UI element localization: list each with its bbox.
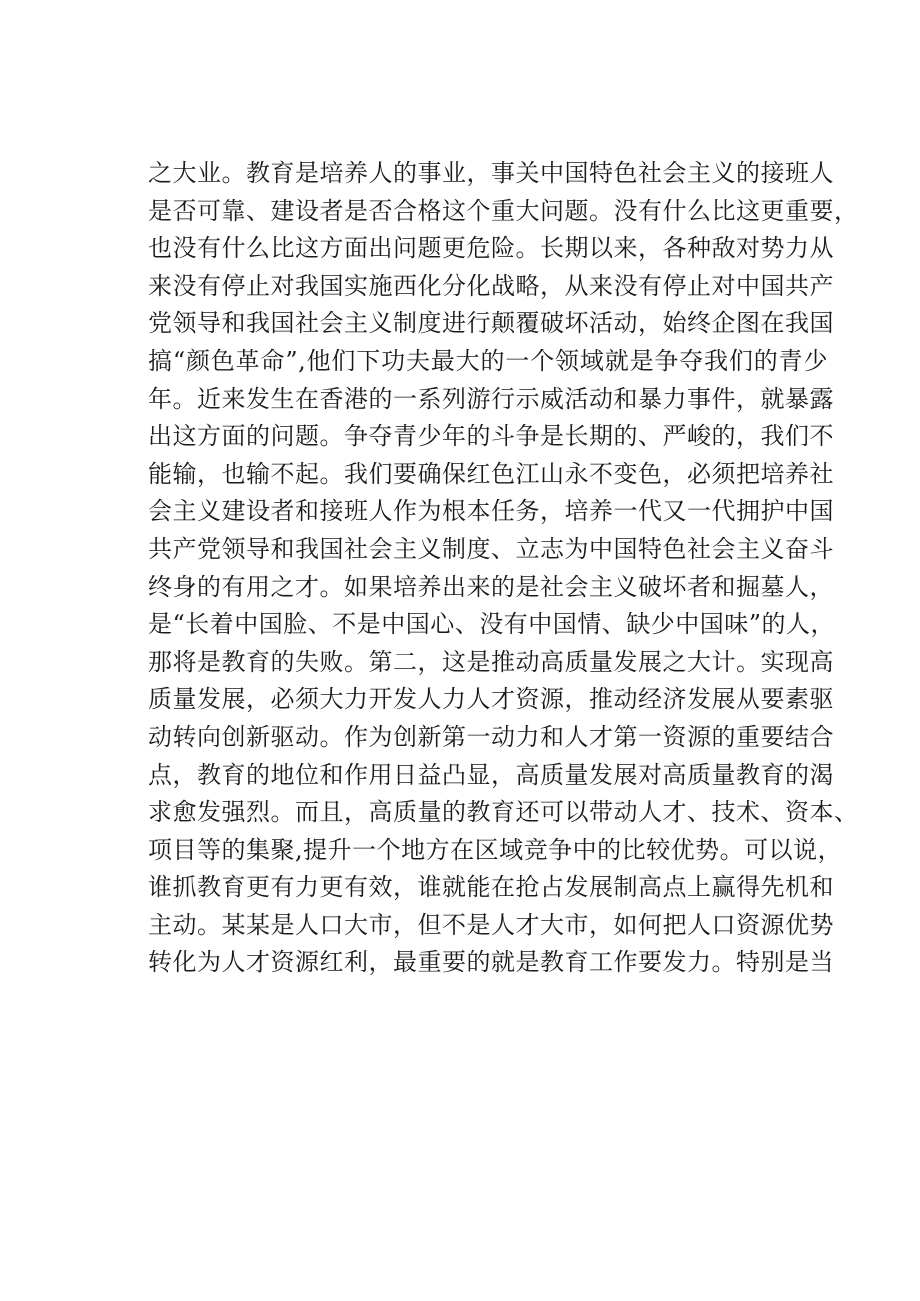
text-line-5: 党领导和我国社会主义制度进行颠覆破坏活动，始终企图在我国 [148, 309, 834, 338]
text-line-14: 那将是教育的失败。第二，这是推动高质量发展之大计。实现高 [148, 647, 834, 676]
body-text [148, 155, 859, 982]
text-line-6: 搞“颜色革命”,他们下功夫最大的一个领域就是争夺我们的青少 [148, 346, 828, 375]
text-line-11: 共产党领导和我国社会主义制度、立志为中国特色社会主义奋斗 [148, 534, 834, 563]
text-line-16: 动转向创新驱动。作为创新第一动力和人才第一资源的重要结合 [148, 722, 834, 751]
text-line-12: 终身的有用之才。如果培养出来的是社会主义破坏者和掘墓人， [148, 572, 834, 601]
text-line-1: 之大业。教育是培养人的事业，事关中国特色社会主义的接班人 [148, 159, 834, 187]
text-line-15: 质量发展，必须大力开发人力人才资源，推动经济发展从要素驱 [148, 685, 834, 714]
text-line-10: 会主义建设者和接班人作为根本任务，培养一代又一代拥护中国 [148, 497, 834, 526]
text-line-21: 主动。某某是人口大市，但不是人才大市，如何把人口资源优势 [148, 910, 834, 939]
text-line-13: 是“长着中国脸、不是中国心、没有中国情、缺少中国味”的人， [148, 610, 836, 639]
text-line-2: 是否可靠、建设者是否合格这个重大问题。没有什么比这更重要， [148, 196, 859, 225]
text-line-17: 点，教育的地位和作用日益凸显，高质量发展对高质量教育的渴 [148, 760, 834, 789]
text-line-3: 也没有什么比这方面出问题更危险。长期以来，各种敌对势力从 [148, 234, 834, 263]
text-line-4: 来没有停止对我国实施西化分化战略，从来没有停止对中国共产 [148, 271, 834, 300]
text-line-20: 谁抓教育更有力更有效，谁就能在抢占发展制高点上赢得先机和 [148, 873, 834, 902]
text-line-8: 出这方面的问题。争夺青少年的斗争是长期的、严峻的，我们不 [148, 422, 834, 451]
text-line-18: 求愈发强烈。而且，高质量的教育还可以带动人才、技术、资本、 [148, 798, 859, 827]
text-line-22: 转化为人才资源红利，最重要的就是教育工作要发力。特别是当 [148, 948, 834, 977]
text-line-7: 年。近来发生在香港的一系列游行示威活动和暴力事件，就暴露 [148, 384, 834, 413]
text-line-9: 能输，也输不起。我们要确保红色江山永不变色，必须把培养社 [148, 459, 834, 488]
text-line-19: 项目等的集聚,提升一个地方在区域竞争中的比较优势。可以说， [148, 835, 843, 864]
